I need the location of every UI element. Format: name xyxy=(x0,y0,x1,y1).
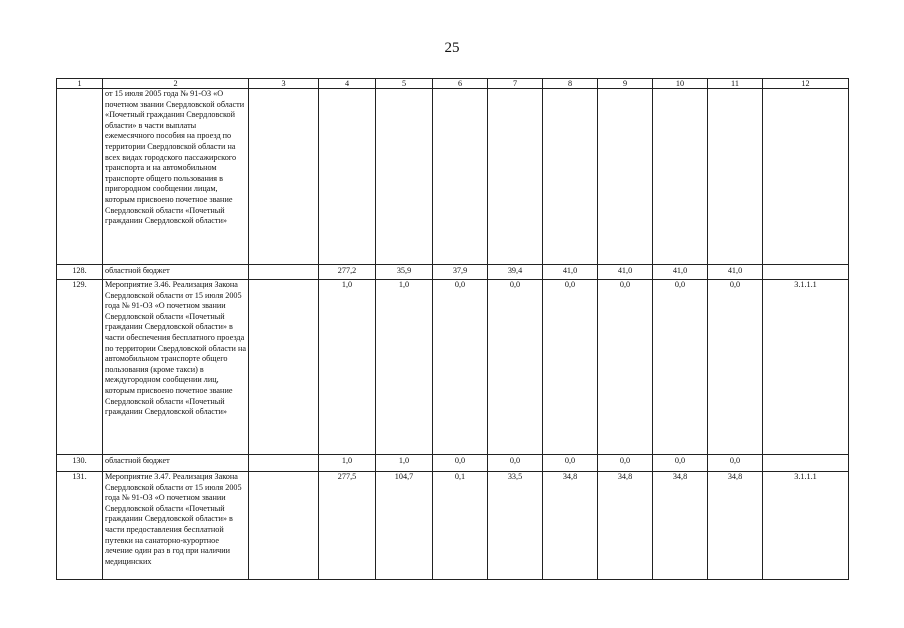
header-cell: 7 xyxy=(488,79,543,89)
row-target xyxy=(763,265,849,280)
row-value: 0,0 xyxy=(433,280,488,455)
row-value xyxy=(488,89,543,265)
row-name: Мероприятие 3.47. Реализация Закона Свердловской области от 15 июля 2005 года № 91-ОЗ «О почетном звании Свердловской области «Почетный гражданин Свердловской области» в части предоставления бесплатной путевки на санаторно-курортное лечение один раз в год при наличии медицинских xyxy=(103,472,249,580)
row-value: 104,7 xyxy=(376,472,433,580)
row-value: 0,0 xyxy=(488,280,543,455)
table-row xyxy=(57,89,849,265)
row-col3 xyxy=(249,472,319,580)
row-value: 41,0 xyxy=(543,265,598,280)
header-cell: 5 xyxy=(376,79,433,89)
row-value: 1,0 xyxy=(319,280,376,455)
header-cell: 9 xyxy=(598,79,653,89)
table-row xyxy=(57,455,849,472)
row-value: 41,0 xyxy=(653,265,708,280)
header-cell: 8 xyxy=(543,79,598,89)
row-name: Мероприятие 3.46. Реализация Закона Свердловской области от 15 июля 2005 года № 91-ОЗ «О почетном звании Свердловской области «Почетный гражданин Свердловской области» в части обеспечения бесплатного проезда по территории Свердловской области на автомобильном транспорте общего пользования (кроме такси) в междугородном сообщении лиц, которым присвоено почетное звание Свердловской области «Почетный гражданин Свердловской области» xyxy=(103,280,249,455)
row-value: 0,0 xyxy=(433,455,488,472)
row-target xyxy=(763,89,849,265)
page-number: 25 xyxy=(444,40,460,56)
header-cell: 2 xyxy=(103,79,249,89)
row-value xyxy=(598,89,653,265)
row-value: 0,0 xyxy=(543,280,598,455)
row-value: 37,9 xyxy=(433,265,488,280)
row-value: 0,0 xyxy=(598,280,653,455)
table-header-row xyxy=(57,79,849,89)
row-value: 34,8 xyxy=(708,472,763,580)
row-value xyxy=(376,89,433,265)
header-cell: 6 xyxy=(433,79,488,89)
table-row xyxy=(57,265,849,280)
row-value: 0,0 xyxy=(598,455,653,472)
row-value xyxy=(653,89,708,265)
row-target xyxy=(763,455,849,472)
program-table xyxy=(56,78,849,580)
row-value xyxy=(319,89,376,265)
row-value xyxy=(433,89,488,265)
row-value: 39,4 xyxy=(488,265,543,280)
row-number: 128. xyxy=(57,265,103,280)
row-value: 1,0 xyxy=(376,280,433,455)
header-cell: 4 xyxy=(319,79,376,89)
row-value: 1,0 xyxy=(319,455,376,472)
row-value: 1,0 xyxy=(376,455,433,472)
header-cell: 1 xyxy=(57,79,103,89)
row-value: 34,8 xyxy=(543,472,598,580)
row-target: 3.1.1.1 xyxy=(763,280,849,455)
row-col3 xyxy=(249,89,319,265)
row-value: 277,2 xyxy=(319,265,376,280)
row-value: 0,0 xyxy=(488,455,543,472)
table-row xyxy=(57,280,849,455)
row-value: 277,5 xyxy=(319,472,376,580)
row-value: 35,9 xyxy=(376,265,433,280)
row-value: 0,0 xyxy=(543,455,598,472)
row-col3 xyxy=(249,455,319,472)
row-value: 41,0 xyxy=(708,265,763,280)
row-number: 129. xyxy=(57,280,103,455)
row-value: 0,0 xyxy=(708,280,763,455)
row-name: от 15 июля 2005 года № 91-ОЗ «О почетном звании Свердловской области «Почетный гражданин Свердловской области» в части выплаты ежемесячного пособия на проезд по территории Свердловской области на всех видах городского пассажирского транспорта и на автомобильном транспорте общего пользования в пригородном сообщении лицам, которым присвоено почетное звание Свердловской области «Почетный гражданин Свердловской области» xyxy=(103,89,249,265)
row-value: 33,5 xyxy=(488,472,543,580)
header-cell: 12 xyxy=(763,79,849,89)
row-value: 0,1 xyxy=(433,472,488,580)
table-row xyxy=(57,472,849,580)
row-name: областной бюджет xyxy=(103,265,249,280)
header-cell: 3 xyxy=(249,79,319,89)
row-value xyxy=(543,89,598,265)
row-number: 130. xyxy=(57,455,103,472)
row-name: областной бюджет xyxy=(103,455,249,472)
row-number xyxy=(57,89,103,265)
row-value xyxy=(708,89,763,265)
row-col3 xyxy=(249,280,319,455)
header-cell: 11 xyxy=(708,79,763,89)
row-number: 131. xyxy=(57,472,103,580)
row-value: 34,8 xyxy=(653,472,708,580)
row-value: 0,0 xyxy=(653,455,708,472)
row-value: 0,0 xyxy=(708,455,763,472)
row-target: 3.1.1.1 xyxy=(763,472,849,580)
row-value: 34,8 xyxy=(598,472,653,580)
header-cell: 10 xyxy=(653,79,708,89)
row-value: 41,0 xyxy=(598,265,653,280)
row-value: 0,0 xyxy=(653,280,708,455)
row-col3 xyxy=(249,265,319,280)
